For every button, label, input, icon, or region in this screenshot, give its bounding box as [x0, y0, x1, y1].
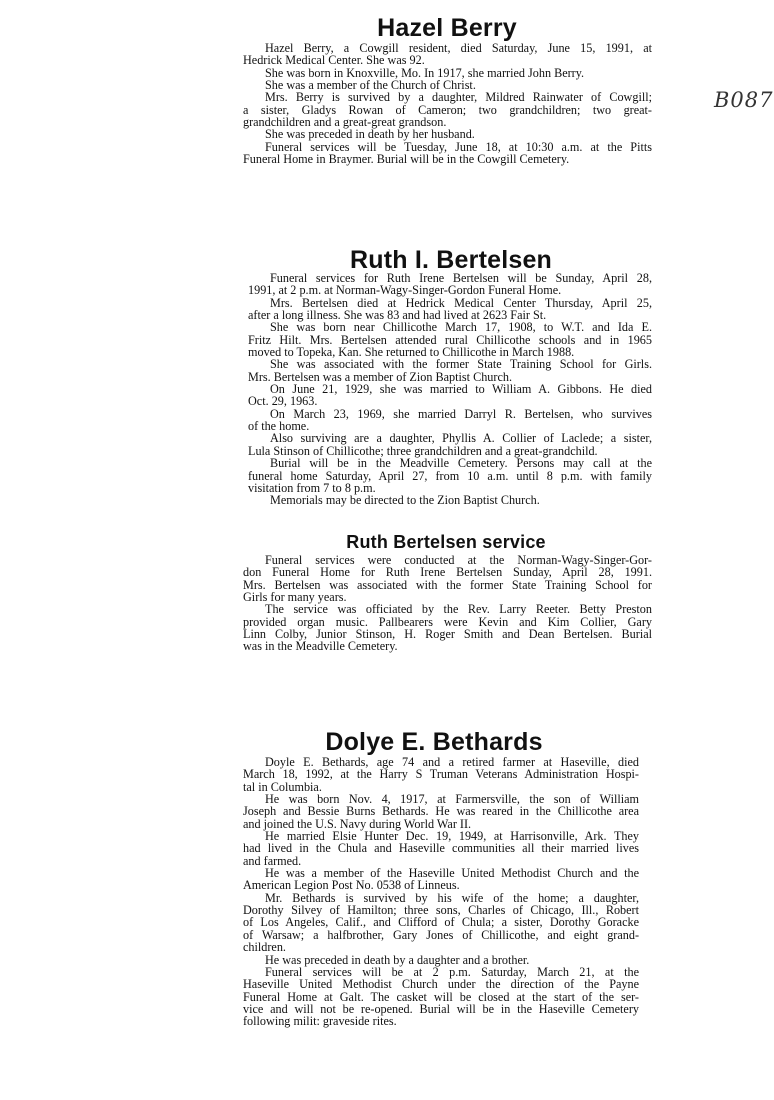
paragraph-line: Mrs. Bertelsen was associated with the former State Training School for [243, 577, 652, 592]
paragraph-line: vice and will not be re-opened. Burial will be in the Haseville Cemetery [243, 1001, 639, 1016]
article-body-dolye-bethards [243, 756, 639, 1028]
paragraph-line: and farmed. [243, 853, 302, 868]
paragraph-line: provided organ music. Pallbearers were Kevin and Kim Collier, Gary [243, 614, 652, 629]
paragraph-line: She was a member of the Church of Christ. [265, 78, 476, 93]
paragraph-line: March 18, 1992, at the Harry S Truman Veterans Administration Hospi- [243, 767, 639, 782]
paragraph-line: Oct. 29, 1963. [248, 394, 318, 409]
paragraph-line: Memorials may be directed to the Zion Baptist Church. [270, 493, 540, 508]
paragraph-line: He was a member of the Haseville United Methodist Church and the [265, 866, 639, 881]
paragraph-line: tal in Columbia. [243, 779, 322, 794]
paragraph-line: of the home. [248, 419, 310, 434]
paragraph-line: Funeral services will be Tuesday, June 18, at 10:30 a.m. at the Pitts [265, 139, 652, 154]
paragraph-line: after a long illness. She was 83 and had lived at 2623 Fair St. [248, 308, 547, 323]
paragraph-line: following milit: graveside rites. [243, 1014, 397, 1029]
paragraph-line: He married Elsie Hunter Dec. 19, 1949, at Harrisonville, Ark. They [265, 829, 639, 844]
paragraph-line: Girls for many years. [243, 590, 347, 605]
paragraph-line: Hedrick Medical Center. She was 92. [243, 53, 425, 68]
paragraph-line: He was born Nov. 4, 1917, at Farmersville, the son of William [265, 792, 639, 807]
paragraph-line: Linn Colby, Junior Stinson, H. Roger Smith and Dean Bertelsen. Burial [243, 627, 652, 642]
paragraph-line: Mrs. Berry is survived by a daughter, Mildred Rainwater of Cowgill; [265, 90, 652, 105]
paragraph-line: Dorothy Silvey of Hamilton; three sons, Charles of Chicago, Ill., Robert [243, 903, 639, 918]
paragraph-line: American Legion Post No. 0538 of Linneus. [243, 878, 460, 893]
paragraph-line: and joined the U.S. Navy during World War II. [243, 816, 472, 831]
paragraph-line: moved to Topeka, Kan. She returned to Chillicothe in March 1988. [248, 345, 575, 360]
paragraph-line: of Los Angeles, Calif., and Clifford of Chula; a sister, Dorothy Goracke [243, 915, 639, 930]
paragraph-line: children. [243, 940, 286, 955]
paragraph-line: Haseville United Methodist Church under the direction of the Payne [243, 977, 639, 992]
paragraph-line: don Funeral Home for Ruth Irene Bertelsen Sunday, April 28, 1991. [243, 565, 652, 580]
paragraph-line: Burial will be in the Meadville Cemetery. Persons may call at the [270, 456, 652, 471]
paragraph-line: Hazel Berry, a Cowgill resident, died Saturday, June 15, 1991, at [265, 41, 652, 55]
paragraph-line: She was born near Chillicothe March 17, 1908, to W.T. and Ida E. [270, 320, 652, 335]
paragraph-line: Funeral services for Ruth Irene Bertelsen will be Sunday, April 28, [270, 271, 652, 285]
paragraph-line: Mr. Bethards is survived by his wife of the home; a daughter, [265, 890, 639, 905]
paragraph-line: She was born in Knoxville, Mo. In 1917, she married John Berry. [265, 65, 585, 80]
paragraph-line: The service was officiated by the Rev. Larry Reeter. Betty Preston [265, 602, 652, 617]
paragraph-line: Funeral services will be at 2 p.m. Saturday, March 21, at the [265, 964, 639, 979]
paragraph-line: Mrs. Bertelsen was a member of Zion Baptist Church. [248, 369, 513, 384]
paragraph-line: 1991, at 2 p.m. at Norman-Wagy-Singer-Gordon Funeral Home. [248, 283, 562, 298]
paragraph-line: had lived in the Chula and Haseville communities all their married lives [243, 841, 639, 856]
article-title-dolye-bethards: Dolye E. Bethards [325, 728, 543, 756]
paragraph-line: Mrs. Bertelsen died at Hedrick Medical Center Thursday, April 25, [270, 295, 652, 310]
article-title-ruth-bertelsen-service: Ruth Bertelsen service [346, 532, 546, 552]
paragraph-line: He was preceded in death by a daughter and a brother. [265, 952, 530, 967]
article-body-ruth-bertelsen-service [243, 554, 652, 653]
paragraph-line: Joseph and Bessie Burns Bethards. He was reared in the Chillicothe area [243, 804, 639, 819]
article-title-ruth-bertelsen: Ruth I. Bertelsen [349, 246, 553, 274]
paragraph-line: visitation from 7 to 8 p.m. [248, 480, 376, 495]
paragraph-line: Funeral services were conducted at the Norman-Wagy-Singer-Gor- [265, 553, 652, 567]
paragraph-line: Funeral Home at Galt. The casket will be closed at the start of the ser- [243, 989, 639, 1004]
paragraph-line: She was preceded in death by her husband. [265, 127, 475, 142]
paragraph-line: She was associated with the former State Training School for Girls. [270, 357, 652, 372]
article-body-hazel-berry [243, 42, 652, 165]
paragraph-line: grandchildren and a great-great grandson. [243, 115, 447, 130]
paragraph-line: Fritz Hilt. Mrs. Bertelsen attended rural Chillicothe schools and in 1965 [248, 332, 652, 347]
paragraph-line: On March 23, 1969, she married Darryl R. Bertelsen, who survives [270, 406, 652, 421]
paragraph-line: On June 21, 1929, she was married to William A. Gibbons. He died [270, 382, 652, 397]
paragraph-line: funeral home Saturday, April 27, from 10 a.m. until 8 p.m. with family [248, 468, 652, 483]
article-body-ruth-bertelsen [248, 272, 652, 507]
paragraph-line: Lula Stinson of Chillicothe; three grandchildren and a great-grandchild. [248, 443, 598, 458]
handwritten-annotation: B087 [714, 88, 774, 112]
paragraph-line: Funeral Home in Braymer. Burial will be in the Cowgill Cemetery. [243, 152, 570, 167]
article-title-hazel-berry: Hazel Berry [377, 14, 517, 42]
paragraph-line: Also surviving are a daughter, Phyllis A. Collier of Laclede; a sister, [270, 431, 652, 446]
paragraph-line: was in the Meadville Cemetery. [243, 639, 398, 654]
paragraph-line: Doyle E. Bethards, age 74 and a retired farmer at Haseville, died [265, 755, 639, 769]
paragraph-line: of Warsaw; a halfbrother, Gary Jones of Chillicothe, and eight grand- [243, 927, 639, 942]
paragraph-line: a sister, Gladys Rowan of Cameron; two grandchildren; two great- [243, 102, 652, 117]
